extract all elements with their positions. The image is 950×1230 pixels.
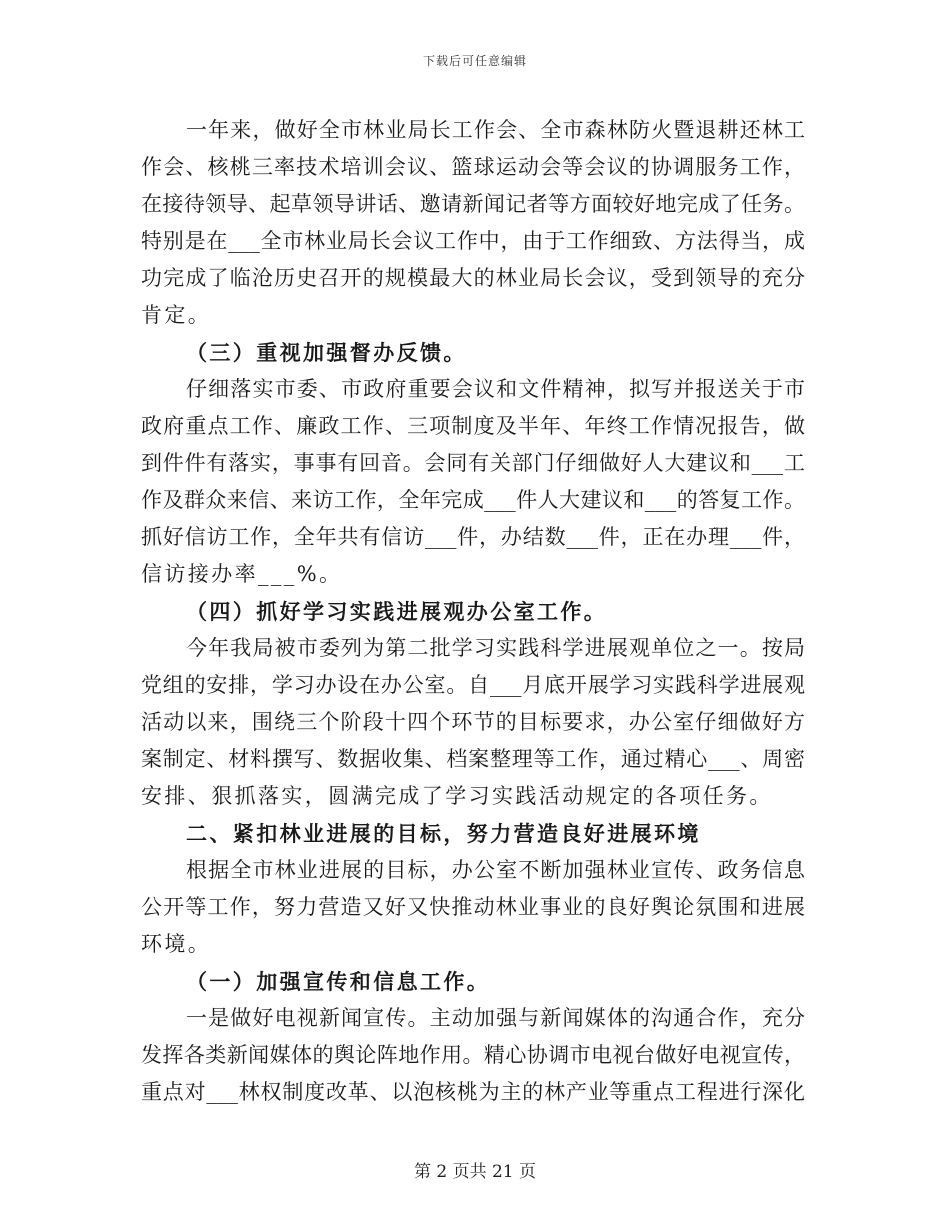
paragraph-line: 肯定。 xyxy=(141,303,212,327)
paragraph-line: 抓好信访工作，全年共有信访___件，办结数___件，正在办理___件， xyxy=(141,525,805,549)
paragraph-line: 今年我局被市委列为第二批学习实践科学进展观单位之一。按局 xyxy=(186,636,805,660)
paragraph-line: 公开等工作，努力营造又好又快推动林业事业的良好舆论氛围和进展 xyxy=(141,895,805,919)
paragraph-line: 重点对___林权制度改革、以泡核桃为主的林产业等重点工程进行深化 xyxy=(141,1080,805,1104)
paragraph-line: 根据全市林业进展的目标，办公室不断加强林业宣传、政务信息 xyxy=(186,858,805,882)
section-heading: （一）加强宣传和信息工作。 xyxy=(186,969,491,994)
section-heading: （四）抓好学习实践进展观办公室工作。 xyxy=(186,599,608,624)
paragraph-line: 到件件有落实，事事有回音。会同有关部门仔细做好人大建议和___工 xyxy=(141,451,805,475)
paragraph-line: 案制定、材料撰写、数据收集、档案整理等工作，通过精心___、周密 xyxy=(141,747,805,771)
paragraph-line: 在接待领导、起草领导讲话、邀请新闻记者等方面较好地完成了任务。 xyxy=(141,192,805,216)
chapter-heading: 二、紧扣林业进展的目标，努力营造良好进展环境 xyxy=(186,821,701,846)
paragraph-line: 发挥各类新闻媒体的舆论阵地作用。精心协调市电视台做好电视宣传， xyxy=(141,1043,805,1067)
paragraph-line: 活动以来，围绕三个阶段十四个环节的目标要求，办公室仔细做好方 xyxy=(141,710,805,734)
paragraph-line: 作及群众来信、来访工作，全年完成___件人大建议和___的答复工作。 xyxy=(141,488,805,512)
paragraph-line: 一年来，做好全市林业局长工作会、全市森林防火暨退耕还林工 xyxy=(186,118,805,142)
page-header: 下载后可任意编辑 xyxy=(422,54,527,68)
paragraph-line: 功完成了临沧历史召开的规模最大的林业局长会议，受到领导的充分 xyxy=(141,266,805,290)
paragraph-line: 一是做好电视新闻宣传。主动加强与新闻媒体的沟通合作，充分 xyxy=(186,1006,805,1030)
paragraph-line: 环境。 xyxy=(141,932,212,956)
paragraph-line: 政府重点工作、廉政工作、三项制度及半年、年终工作情况报告，做 xyxy=(141,414,805,438)
page-number: 第 2 页共 21 页 xyxy=(413,1162,537,1182)
paragraph-line: 安排、狠抓落实，圆满完成了学习实践活动规定的各项任务。 xyxy=(141,784,773,808)
section-heading: （三）重视加强督办反馈。 xyxy=(186,340,467,365)
paragraph-line: 仔细落实市委、市政府重要会议和文件精神，拟写并报送关于市 xyxy=(186,377,805,401)
paragraph-line: 党组的安排，学习办设在办公室。自___月底开展学习实践科学进展观 xyxy=(141,673,805,697)
paragraph-line: 信访接办率___%。 xyxy=(141,562,343,586)
document-body xyxy=(141,112,805,1111)
paragraph-line: 特别是在___全市林业局长会议工作中，由于工作细致、方法得当，成 xyxy=(141,229,805,253)
paragraph-line: 作会、核桃三率技术培训会议、篮球运动会等会议的协调服务工作， xyxy=(141,155,805,179)
